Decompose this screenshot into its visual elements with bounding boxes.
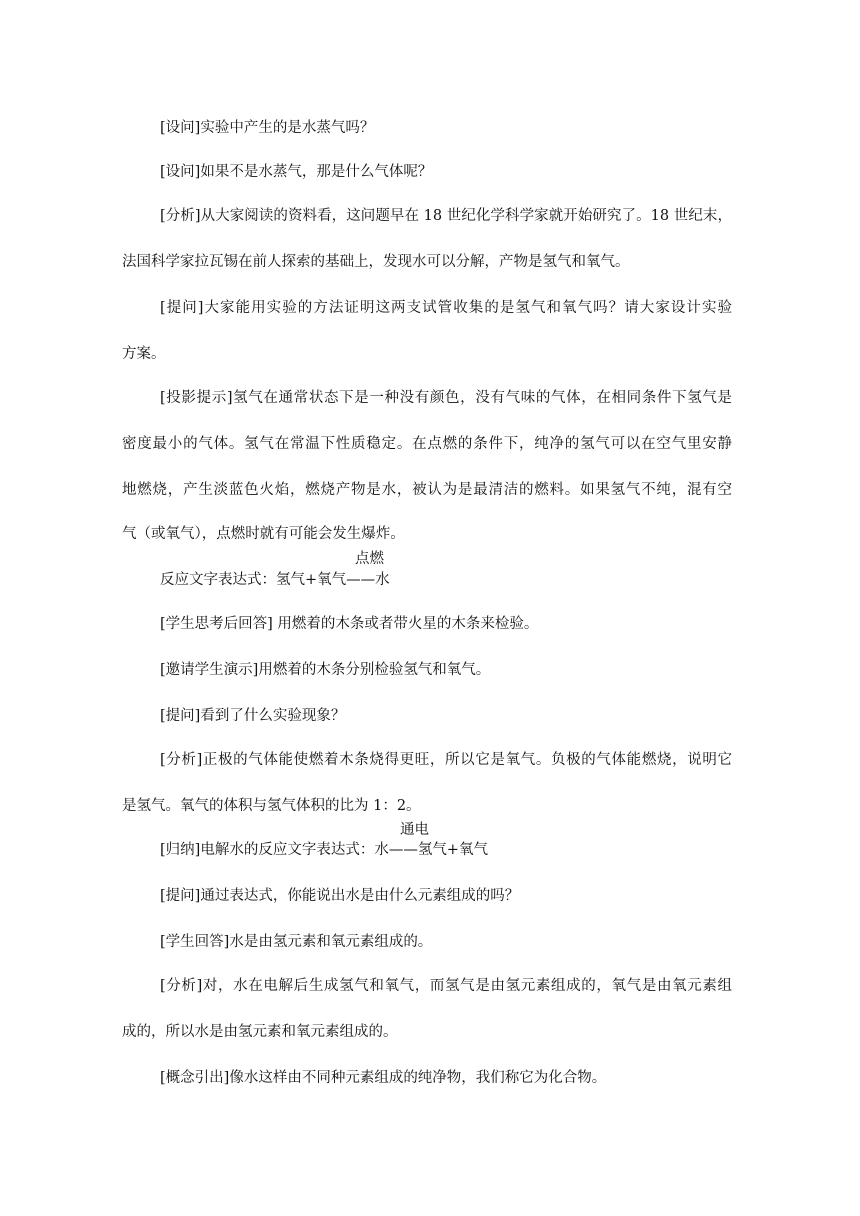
paragraph-ask-3: [提问]通过表达式，你能说出水是由什么元素组成的吗？ (160, 888, 520, 904)
paragraph-analysis-1-line-1: [分析]从大家阅读的资料看，这问题早在 18 世纪化学科学家就开始研究了。18 世纪末， (160, 208, 732, 224)
paragraph-analysis-3-line-2: 成的，所以水是由氢元素和氧元素组成的。 (122, 1024, 398, 1040)
paragraph-ask-1-line-1: [提问]大家能用实验的方法证明这两支试管收集的是氢气和氧气吗？请大家设计实验 (160, 300, 732, 316)
paragraph-projection-line-3: 地燃烧，产生淡蓝色火焰，燃烧产物是水，被认为是最清洁的燃料。如果氢气不纯，混有空 (122, 482, 732, 498)
reaction-condition-electrify: 通电 (400, 822, 429, 838)
reaction-equation-water-electrolysis: [归纳]电解水的反应文字表达式：水——氢气+氧气 (160, 842, 488, 858)
reaction-condition-ignite: 点燃 (355, 551, 384, 567)
paragraph-projection-line-2: 密度最小的气体。氢气在常温下性质稳定。在点燃的条件下，纯净的氢气可以在空气里安静 (122, 436, 732, 452)
paragraph-analysis-2-line-2: 是氢气。氧气的体积与氢气体积的比为 1：2。 (122, 798, 421, 814)
paragraph-invite-demo: [邀请学生演示]用燃着的木条分别检验氢气和氧气。 (160, 662, 491, 678)
paragraph-student-answer-2: [学生回答]水是由氢元素和氧元素组成的。 (160, 934, 433, 950)
paragraph-projection-line-1: [投影提示]氢气在通常状态下是一种没有颜色，没有气味的气体，在相同条件下氢气是 (160, 390, 732, 406)
paragraph-analysis-3-line-1: [分析]对，水在电解后生成氢气和氧气，而氢气是由氢元素组成的，氧气是由氧元素组 (160, 978, 732, 994)
paragraph-analysis-2-line-1: [分析]正极的气体能使燃着木条烧得更旺，所以它是氧气。负极的气体能燃烧，说明它 (160, 752, 732, 768)
paragraph-question-1: [设问]实验中产生的是水蒸气吗？ (160, 120, 375, 136)
paragraph-projection-line-4: 气（或氧气），点燃时就有可能会发生爆炸。 (122, 526, 405, 542)
reaction-equation-hydrogen-combustion: 反应文字表达式：氢气+氧气——水 (160, 572, 390, 588)
paragraph-ask-2: [提问]看到了什么实验现象？ (160, 708, 346, 724)
paragraph-ask-1-line-2: 方案。 (122, 346, 166, 362)
paragraph-concept-intro: [概念引出]像水这样由不同种元素组成的纯净物，我们称它为化合物。 (160, 1070, 607, 1086)
paragraph-question-2: [设问]如果不是水蒸气，那是什么气体呢？ (160, 164, 433, 180)
paragraph-student-answer-1: [学生思考后回答] 用燃着的木条或者带火星的木条来检验。 (160, 616, 539, 632)
paragraph-analysis-1-line-2: 法国科学家拉瓦锡在前人探索的基础上，发现水可以分解，产物是氢气和氧气。 (122, 254, 630, 270)
